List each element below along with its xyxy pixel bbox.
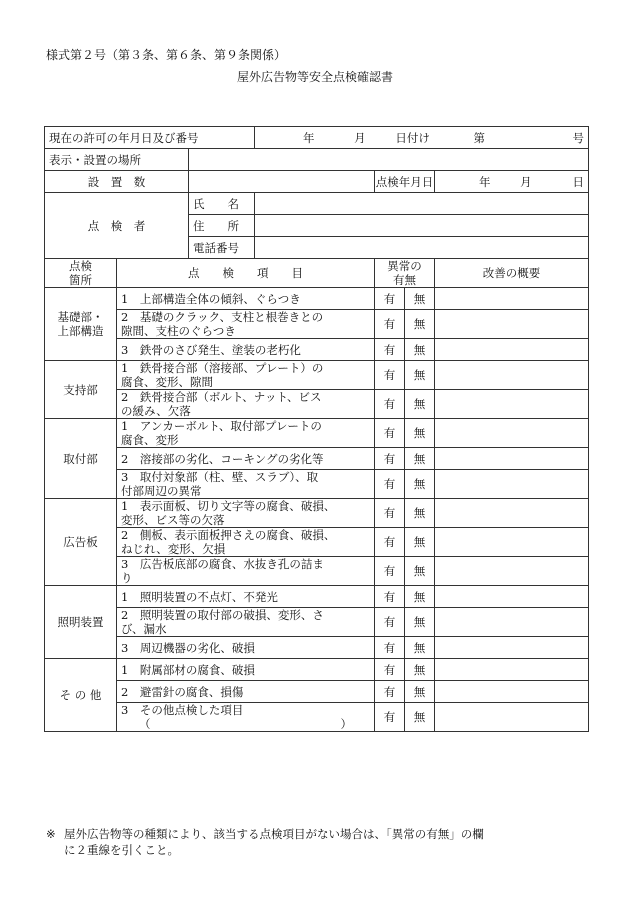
permit-row [45,127,589,149]
abnormal-no-option[interactable]: 無 [405,339,435,361]
check-item-row [45,586,589,608]
abnormal-no-option[interactable]: 無 [405,659,435,681]
check-item-text [117,310,375,339]
check-item-line2: び、漏水 [121,622,167,636]
check-item-text [117,361,375,390]
location-field[interactable] [189,149,589,171]
check-item-line1: 3 鉄骨のさび発生、塗装の老朽化 [121,342,301,357]
check-item-line2: 隙間、支柱のぐらつき [121,324,236,338]
check-item-row [45,703,589,732]
abnormal-yes-option[interactable]: 有 [375,470,405,499]
improvement-summary-field[interactable] [435,659,589,681]
inspector-name-label: 氏 名 [189,193,255,215]
location-row [45,149,589,171]
inspection-year-label: 年 [479,174,491,189]
improvement-summary-field[interactable] [435,557,589,586]
form-number: 様式第２号（第３条、第６条、第９条関係） [46,48,287,62]
check-item-text [117,586,375,608]
abnormal-no-option[interactable]: 無 [405,637,435,659]
permit-day-label: 日付け [395,130,430,145]
check-location-label [45,419,117,499]
abnormal-no-option[interactable]: 無 [405,528,435,557]
check-item-text [117,419,375,448]
abnormal-no-option[interactable]: 無 [405,681,435,703]
improvement-summary-field[interactable] [435,681,589,703]
improvement-summary-field[interactable] [435,419,589,448]
col-location-line2: 箇所 [69,273,92,287]
permit-month-label: 月 [354,130,366,145]
col-header-location [45,259,117,288]
check-location-line1: 照明装置 [57,615,104,629]
check-item-line1: 2 避雷針の腐食、損傷 [121,684,244,699]
check-item-line2: の緩み、欠落 [121,404,191,418]
check-item-text [117,528,375,557]
check-location-label [45,361,117,419]
check-item-row [45,637,589,659]
check-item-line1: 3 周辺機器の劣化、破損 [121,640,255,655]
col-header-items: 点 検 項 目 [117,259,375,288]
other-item-open-paren: （ [139,717,151,731]
abnormal-yes-option[interactable]: 有 [375,703,405,732]
abnormal-yes-option[interactable]: 有 [375,448,405,470]
abnormal-no-option[interactable]: 無 [405,703,435,732]
check-item-row [45,528,589,557]
inspector-name-field[interactable] [255,193,589,215]
check-item-text [117,557,375,586]
check-item-row [45,361,589,390]
check-item-line1: 1 アンカーボルト、取付部プレートの [121,419,322,433]
check-item-text [117,659,375,681]
check-item-text [117,448,375,470]
col-header-summary: 改善の概要 [435,259,589,288]
check-item-line1: 2 溶接部の劣化、コーキングの劣化等 [121,451,324,466]
check-item-line1: 2 側板、表示面板押さえの腐食、破損、 [121,528,336,542]
install-count-field[interactable] [189,171,375,193]
inspection-day-label: 日 [572,174,585,189]
check-item-line2: 腐食、変形 [121,433,179,447]
check-item-line1: 2 鉄骨接合部（ボルト、ナット、ビス [121,390,322,404]
abnormal-yes-option[interactable]: 有 [375,528,405,557]
check-location-label [45,499,117,586]
footnote [46,826,594,858]
check-location-label [45,659,117,732]
improvement-summary-field[interactable] [435,361,589,390]
abnormal-no-option[interactable]: 無 [405,499,435,528]
check-item-row [45,608,589,637]
improvement-summary-field[interactable] [435,288,589,310]
inspection-form-table [44,126,589,732]
check-location-label [45,288,117,361]
check-item-line1: 2 照明装置の取付部の破損、変形、さ [121,608,324,622]
check-item-line1: 1 附属部材の腐食、破損 [121,662,255,677]
check-location-line1: 基礎部・ [57,310,104,324]
improvement-summary-field[interactable] [435,608,589,637]
abnormal-no-option[interactable]: 無 [405,448,435,470]
check-item-text [117,390,375,419]
check-item-row [45,499,589,528]
col-header-abnormal [375,259,435,288]
check-item-line2: 変形、ビス等の欠落 [121,513,225,527]
improvement-summary-field[interactable] [435,339,589,361]
improvement-summary-field[interactable] [435,310,589,339]
inspection-date-label: 点検年月日 [375,171,435,193]
check-item-line1: 1 鉄骨接合部（溶接部、プレート）の [121,361,324,375]
improvement-summary-field[interactable] [435,586,589,608]
abnormal-no-option[interactable]: 無 [405,608,435,637]
check-location-line1: そ の 他 [59,688,102,702]
inspection-month-label: 月 [520,174,532,189]
check-item-row [45,448,589,470]
permit-year-label: 年 [303,130,315,145]
check-item-line1: 1 照明装置の不点灯、不発光 [121,589,278,604]
inspector-phone-field[interactable] [255,237,589,259]
install-count-row [45,171,589,193]
col-abnormal-line2: 有無 [393,273,417,287]
abnormal-no-option[interactable]: 無 [405,361,435,390]
column-header-row [45,259,589,288]
check-item-row [45,419,589,448]
improvement-summary-field[interactable] [435,528,589,557]
check-item-row [45,681,589,703]
improvement-summary-field[interactable] [435,499,589,528]
check-item-line1: 3 取付対象部（柱、壁、スラブ）、取 [121,470,319,484]
check-item-text [117,470,375,499]
check-item-row [45,339,589,361]
abnormal-yes-option[interactable]: 有 [375,339,405,361]
check-item-row [45,390,589,419]
improvement-summary-field[interactable] [435,703,589,732]
col-abnormal-line1: 異常の [387,259,422,273]
check-item-text [117,608,375,637]
check-location-line1: 支持部 [63,382,98,397]
check-item-line1: 3 広告板底部の腐食、水抜き孔の詰ま [121,557,324,571]
abnormal-no-option[interactable]: 無 [405,390,435,419]
check-item-text [117,499,375,528]
abnormal-yes-option[interactable]: 有 [375,390,405,419]
check-item-line1: 3 その他点検した項目 [121,703,244,717]
check-item-line2: 付部周辺の異常 [121,484,202,498]
abnormal-yes-option[interactable]: 有 [375,557,405,586]
check-item-line2: ねじれ、変形、欠損 [121,542,226,556]
abnormal-no-option[interactable]: 無 [405,586,435,608]
check-item-text [117,703,375,732]
permit-number-prefix: 第 [473,130,485,145]
improvement-summary-field[interactable] [435,390,589,419]
inspector-address-field[interactable] [255,215,589,237]
other-item-close-paren: ） [340,717,352,731]
abnormal-no-option[interactable]: 無 [405,310,435,339]
permit-value-field[interactable] [255,127,589,149]
check-item-line2: り [121,571,133,585]
inspector-address-label: 住 所 [189,215,255,237]
check-item-text [117,288,375,310]
improvement-summary-field[interactable] [435,470,589,499]
check-item-text [117,681,375,703]
check-location-line2: 上部構造 [57,324,104,338]
check-item-line1: 2 基礎のクラック、支柱と根巻きとの [121,310,324,324]
check-item-line1: 1 表示面板、切り文字等の腐食、破損、 [121,499,336,513]
improvement-summary-field[interactable] [435,637,589,659]
improvement-summary-field[interactable] [435,448,589,470]
footnote-line1: 屋外広告物等の種類により、該当する点検項目がない場合は、「異常の有無」の欄 [64,827,484,841]
check-location-line1: 広告板 [63,535,98,549]
abnormal-yes-option[interactable]: 有 [375,659,405,681]
inspector-phone-label: 電話番号 [189,237,255,259]
abnormal-yes-option[interactable]: 有 [375,637,405,659]
check-item-row [45,310,589,339]
abnormal-yes-option[interactable]: 有 [375,288,405,310]
check-item-row [45,557,589,586]
abnormal-yes-option[interactable]: 有 [375,361,405,390]
check-location-line1: 取付部 [63,451,98,466]
inspection-date-field[interactable] [435,171,589,193]
permit-number-suffix: 号 [572,130,585,145]
install-count-label: 設 置 数 [45,171,189,193]
location-label: 表示・設置の場所 [45,149,189,171]
abnormal-no-option[interactable]: 無 [405,288,435,310]
abnormal-yes-option[interactable]: 有 [375,499,405,528]
check-item-line2: 腐食、変形、隙間 [121,375,213,389]
abnormal-yes-option[interactable]: 有 [375,419,405,448]
check-item-row [45,470,589,499]
check-item-text [117,637,375,659]
abnormal-no-option[interactable]: 無 [405,557,435,586]
check-location-label [45,586,117,659]
abnormal-no-option[interactable]: 無 [405,470,435,499]
abnormal-yes-option[interactable]: 有 [375,681,405,703]
check-item-text [117,339,375,361]
abnormal-yes-option[interactable]: 有 [375,310,405,339]
inspector-name-row [45,193,589,215]
abnormal-yes-option[interactable]: 有 [375,608,405,637]
permit-label: 現在の許可の年月日及び番号 [45,127,255,149]
footnote-line2: に２重線を引くこと。 [64,843,179,857]
abnormal-no-option[interactable]: 無 [405,419,435,448]
abnormal-yes-option[interactable]: 有 [375,586,405,608]
inspector-label: 点 検 者 [45,193,189,259]
check-item-row [45,288,589,310]
check-item-line1: 1 上部構造全体の傾斜、ぐらつき [121,291,301,306]
col-location-line1: 点検 [69,259,92,273]
footnote-mark: ※ [46,827,56,841]
document-title: 屋外広告物等安全点検確認書 [236,70,393,84]
check-item-row [45,659,589,681]
